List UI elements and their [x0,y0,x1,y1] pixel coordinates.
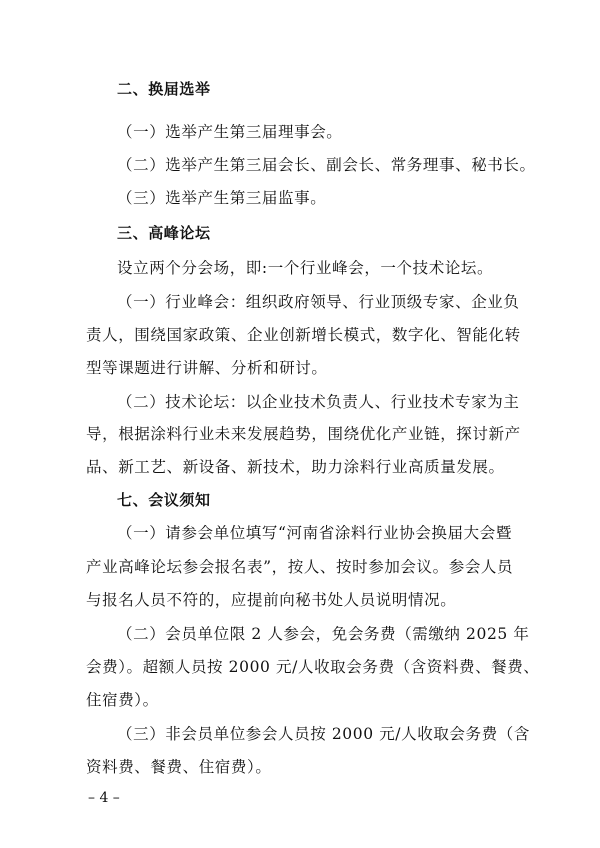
paragraph-line: （三）非会员单位参会人员按 2000 元/人收取会务费（含 [117,725,530,743]
section-heading-notice: 七、会议须知 [117,491,211,509]
paragraph-line: 设立两个分会场，即:一个行业峰会，一个技术论坛。 [117,259,494,277]
paragraph-line: 与报名人员不符的，应提前向秘书处人员说明情况。 [86,591,457,609]
paragraph-line: 资料费、餐费、住宿费）。 [86,758,272,776]
paragraph-line: （三）选举产生第三届监事。 [117,189,327,207]
paragraph-line: （二）会员单位限 2 人参会，免会务费（需缴纳 2025 年 [117,625,530,643]
paragraph-line: 住宿费）。 [86,691,159,709]
paragraph-line: 产业高峰论坛参会报名表”，按人、按时参加会议。参会人员 [86,558,514,576]
paragraph-line: （二）选举产生第三届会长、副会长、常务理事、秘书长。 [117,156,536,174]
page-number: – 4 – [88,790,120,806]
paragraph-line: （一）行业峰会：组织政府领导、行业顶级专家、企业负 [117,293,520,311]
paragraph-line: （一）请参会单位填写“河南省涂料行业协会换届大会暨 [117,524,512,542]
paragraph-line: （二）技术论坛：以企业技术负责人、行业技术专家为主 [117,393,520,411]
paragraph-line: 导，根据涂料行业未来发展趋势，围绕优化产业链，探讨新产 [86,425,521,443]
paragraph-line: 责人，围绕国家政策、企业创新增长模式，数字化、智能化转 [86,326,521,344]
section-heading-forum: 三、高峰论坛 [117,224,211,242]
paragraph-line: 品、新工艺、新设备、新技术，助力涂料行业高质量发展。 [86,458,505,476]
paragraph-line: 型等课题进行讲解、分析和研讨。 [86,359,328,377]
paragraph-line: （一）选举产生第三届理事会。 [117,123,343,141]
paragraph-line: 会费）。超额人员按 2000 元/人收取会务费（含资料费、餐费、 [86,658,540,676]
section-heading-election: 二、换届选举 [117,80,211,98]
